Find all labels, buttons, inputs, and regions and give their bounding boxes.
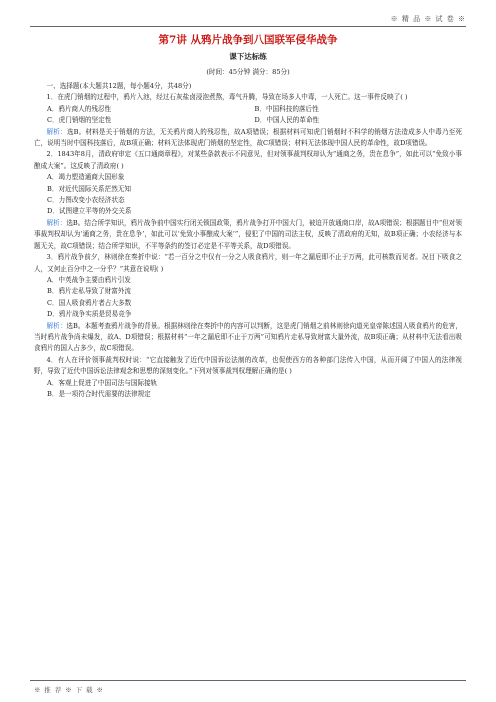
analysis-label: 解析：: [46, 127, 67, 136]
footer-tag: ※ 推 荐 ※ 下 载 ※: [34, 686, 104, 694]
header-rule: [30, 26, 466, 27]
option: D．中国人民的革命性: [254, 116, 320, 125]
option: B．对近代国际关系茫然无知: [47, 184, 131, 193]
document-body: [34, 34, 462, 400]
option: A．鸦片商人的残忍性: [47, 104, 112, 113]
option: C．国人吸食鸦片者占大多数: [47, 298, 132, 307]
option: B．中国科技的落后性: [254, 104, 319, 113]
analysis-text: 选B。结合所学知识，鸦片战争前中国实行闭关锁国政策，鸦片战争打开中国大门，被迫开放通商口岸，故A项错误；根据题目中“但对领事裁判权却认为‘通商之务，贵在息争’，如此可以‘免致小事酿成大案’”，侵犯了中国的司法主权，反映了清政府的无知，故B项正确；小农经济与本题无关，故C项错误；结合所学知识，不平等条约的签订必定是不平等关系，故D项错误。: [34, 218, 462, 250]
analysis: [34, 127, 462, 150]
analysis-text: 选B。材料是关于销烟的方法，无关鸦片商人的残忍性，故A项错误；根据材料可知虎门销烟时不科学的销烟方法造成多人中毒乃至死亡，说明当时中国科技落后，故B项正确；材料无法体现虎门销烟的坚定性，故C项错误；材料无法体现中国人民的革命性，故D项错误。: [34, 127, 463, 148]
option: C．力图改变小农经济状态: [47, 196, 125, 205]
question-stem: 2．1843年8月，清政府审定《五口通商章程》，对某些条款表示不同意见，但对领事裁判权却认为“通商之务，贵在息争”，如此可以“免致小事酿成大案”。这反映了清政府( ): [34, 150, 462, 170]
option-row: [34, 115, 462, 126]
option: A．客观上促进了中国司法与国际接轨: [47, 378, 158, 387]
analysis-label: 解析：: [46, 218, 67, 227]
analysis-text: 选B。本题考查鸦片战争的背景。根据林则徐在奏折中的内容可以判断，这是虎门销烟之前林则徐向道光皇帝陈述国人吸食鸦片的危害，当时鸦片战争尚未爆发，故A、D项错误；根据材料“一年之漏卮即不止于万两”可知鸦片走私导致财富大量外流，故B项正确；从材料中无法看出吸食鸦片的国人占多少，故C项错误。: [34, 321, 463, 353]
option-row: [34, 104, 462, 115]
section-heading: 一、选择题(本大题共12题，每小题4分，共48分): [46, 82, 192, 90]
question-stem: 3．鸦片战争前夕，林则徐在奏折中说：“若一百分之中仅有一分之人吸食鸦片，则一年之漏卮即不止于万两，此可核数而见者。况目下吸食之人，又何止百分中之一分乎？”其意在说明( ): [34, 253, 462, 273]
analysis: [34, 321, 462, 355]
question-stem: 1．在虎门销烟的过程中，鸦片入池，经过石灰盐卤浸泡煮熬，毒气升腾，导致在场多人中毒，一人死亡。这一事件反映了( ): [46, 93, 408, 102]
option: C．虎门销烟的坚定性: [47, 116, 112, 125]
header-tag: ※ 精 品 ※ 试 卷 ※: [390, 15, 466, 23]
analysis: [34, 218, 462, 252]
option: D．试图建立平等的外交关系: [47, 207, 132, 216]
footer-rule: [30, 680, 466, 681]
option: B．鸦片走私导致了财富外流: [47, 287, 131, 296]
option: D．鸦片战争实质是贸易竞争: [47, 310, 132, 319]
option: A．竭力塑造通商大国形象: [47, 173, 125, 182]
option: B．是一项符合时代需要的法律规定: [47, 389, 151, 398]
question-stem: 4．有人在评价领事裁判权时说：“它直接触发了近代中国诉讼法制的改革，也促使西方的各种部门法传入中国，从而开阔了中国人的法律视野，导致了近代中国诉讼法律观念和思想的深刻变化。”下列对领事裁判权理解正确的是( ): [34, 355, 462, 376]
time-score-info: (时间：45分钟 满分：85分): [206, 68, 290, 76]
lesson-title: 第7讲 从鸦片战争到八国联军侵华战争: [158, 34, 338, 46]
option: A．中英战争主要由鸦片引发: [47, 275, 131, 284]
analysis-label: 解析：: [46, 321, 67, 330]
lesson-subtitle: 课下达标练: [229, 52, 267, 61]
